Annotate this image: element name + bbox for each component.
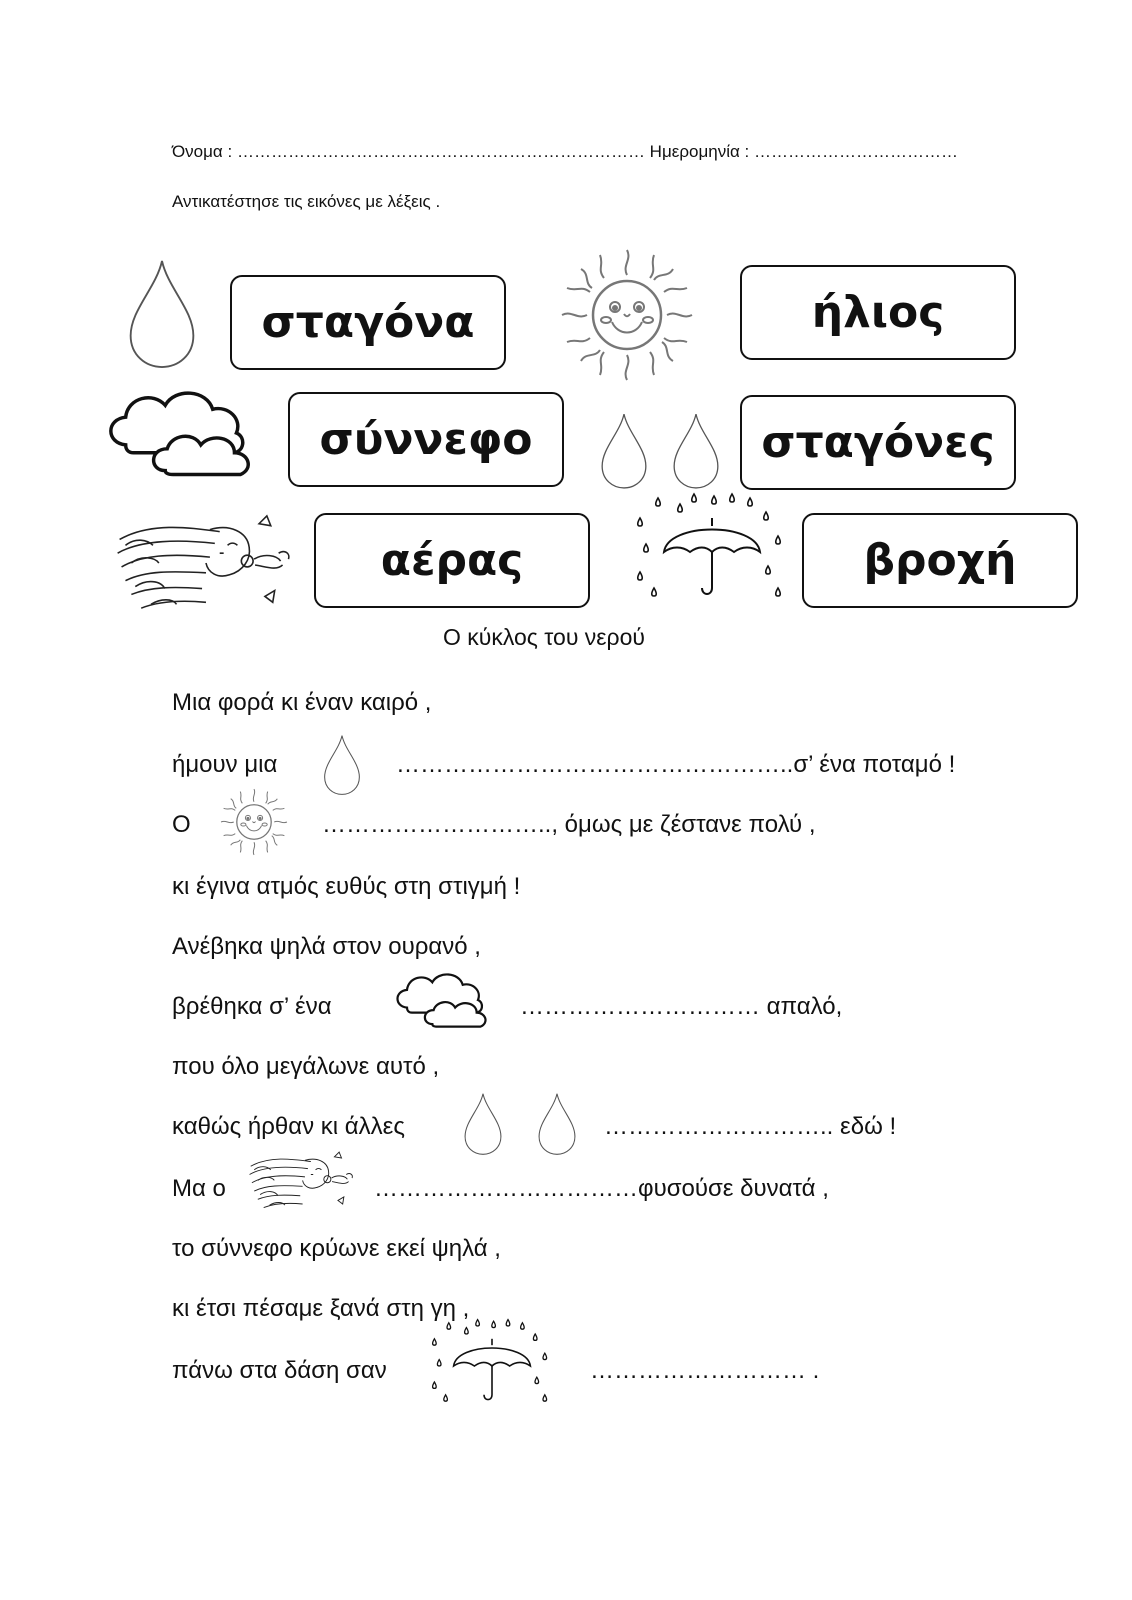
date-dots: ……………………………… bbox=[753, 142, 958, 161]
poem-line-1: Μια φορά κι έναν καιρό , bbox=[172, 689, 432, 716]
sun-icon bbox=[216, 784, 292, 860]
date-label: Ημερομηνία : bbox=[649, 142, 750, 161]
instruction: Αντικατέστησε τις εικόνες με λέξεις . bbox=[172, 192, 441, 211]
word-sun: ήλιος bbox=[740, 265, 1016, 360]
umbrella-rain-icon bbox=[632, 492, 792, 602]
poem-line-2-text: ήμουν μια bbox=[172, 751, 278, 778]
blank-wind[interactable]: ……………………………φυσούσε δυνατά , bbox=[374, 1175, 829, 1202]
poem-line-3 bbox=[0, 808, 1132, 842]
drops-icon bbox=[594, 412, 734, 490]
poem-line-6-text: βρέθηκα σ’ ένα bbox=[172, 993, 332, 1020]
poem-line-8-text: καθώς ήρθαν κι άλλες bbox=[172, 1113, 405, 1140]
poem-title: Ο κύκλος του νερού bbox=[443, 624, 646, 650]
blank-drops[interactable]: ……………………….. εδώ ! bbox=[604, 1113, 897, 1140]
word-wind: αέρας bbox=[314, 513, 590, 608]
poem-line-8 bbox=[0, 1110, 1132, 1144]
drop-icon bbox=[320, 734, 364, 796]
umbrella-rain-icon bbox=[428, 1318, 556, 1406]
poem-line-9-text: Μα ο bbox=[172, 1175, 226, 1202]
wind-face-icon bbox=[246, 1148, 358, 1214]
blank-drop[interactable]: …………………………………………..σ’ ένα ποταμό ! bbox=[396, 751, 956, 778]
word-rain: βροχή bbox=[802, 513, 1078, 608]
drop-icon bbox=[118, 258, 206, 370]
blank-rain[interactable]: ……………………… . bbox=[590, 1357, 820, 1384]
name-field[interactable] bbox=[172, 142, 958, 162]
word-drop: σταγόνα bbox=[230, 275, 506, 370]
name-dots: ……………………………………………………………… bbox=[236, 142, 645, 161]
poem-line-6 bbox=[0, 990, 1132, 1024]
word-cloud: σύννεφο bbox=[288, 392, 564, 487]
name-label: Όνομα : bbox=[172, 142, 233, 161]
poem-line-4: κι έγινα ατμός ευθύς στη στιγμή ! bbox=[172, 873, 521, 900]
blank-sun[interactable]: ……………………….., όμως με ζέστανε πολύ , bbox=[322, 811, 816, 838]
cloud-icon bbox=[96, 378, 274, 488]
sun-icon bbox=[552, 240, 702, 390]
poem-line-11: κι έτσι πέσαμε ξανά στη γη , bbox=[172, 1295, 470, 1322]
poem-line-10: το σύννεφο κρύωνε εκεί ψηλά , bbox=[172, 1235, 501, 1262]
poem-line-3-text: Ο bbox=[172, 811, 191, 838]
wind-face-icon bbox=[110, 510, 300, 618]
poem-line-5: Ανέβηκα ψηλά στον ουρανό , bbox=[172, 933, 481, 960]
drops-icon bbox=[458, 1092, 588, 1156]
poem-line-12 bbox=[0, 1354, 1132, 1388]
word-drops: σταγόνες bbox=[740, 395, 1016, 490]
blank-cloud[interactable]: ………………………… απαλό, bbox=[520, 993, 843, 1020]
cloud-icon bbox=[388, 968, 502, 1032]
poem-line-9 bbox=[0, 1172, 1132, 1206]
poem-line-7: που όλο μεγάλωνε αυτό , bbox=[172, 1053, 440, 1080]
poem-line-2 bbox=[0, 748, 1132, 782]
poem-line-12-text: πάνω στα δάση σαν bbox=[172, 1357, 387, 1384]
